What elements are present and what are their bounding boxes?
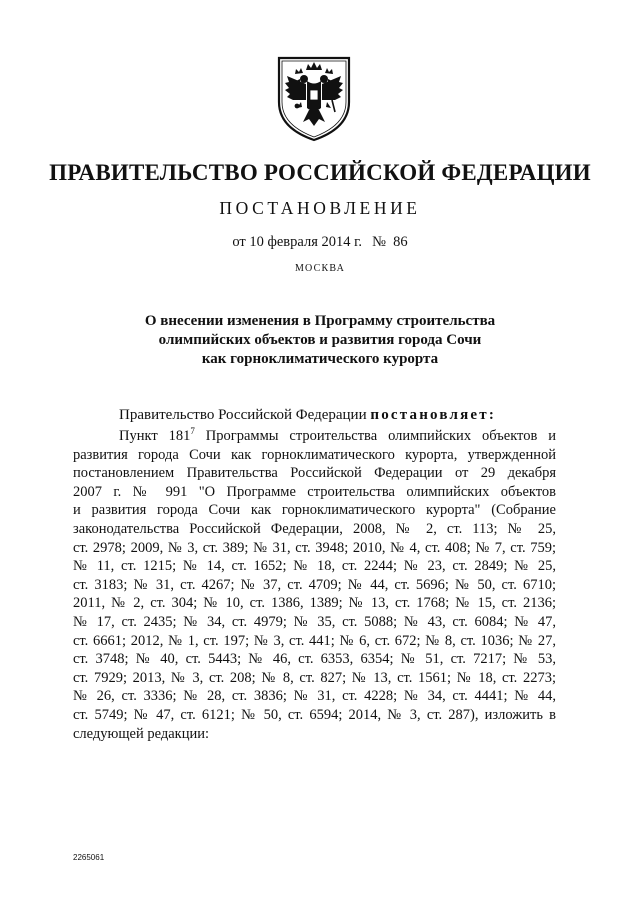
body-first-prefix: Пункт 181 xyxy=(119,428,191,444)
body-first-suffix: Программы строительства олимпийских объектов и xyxy=(194,428,556,444)
organization-title: ПРАВИТЕЛЬСТВО РОССИЙСКОЙ ФЕДЕРАЦИИ xyxy=(49,160,591,185)
body-line xyxy=(119,427,556,446)
document-date: от 10 февраля 2014 г. xyxy=(232,234,363,250)
body-line: постановлением Правительства Российской Федерации от 29 декабря xyxy=(73,465,556,482)
footer-document-code: 2265061 xyxy=(73,853,105,862)
body-superscript: 7 xyxy=(190,426,195,437)
document-type: ПОСТАНОВЛЕНИЕ xyxy=(219,198,421,218)
lead-text: Правительство Российской Федерации xyxy=(119,407,367,423)
body-line: развития города Сочи как горноклиматического курорта, утвержденной xyxy=(73,446,556,463)
subject-line: олимпийских объектов и развития города Сочи xyxy=(158,332,482,348)
body-line: следующей редакции: xyxy=(73,725,210,742)
body-line: ст. 2978; 2009, № 3, ст. 389; № 31, ст. 3948; 2010, № 4, ст. 408; № 7, ст. 759; xyxy=(73,539,556,556)
body-line: № 26, ст. 3336; № 28, ст. 3836; № 31, ст. 4228; № 34, ст. 4441; № 44, xyxy=(73,688,556,705)
body-line: № 11, ст. 1215; № 14, ст. 1652; № 18, ст. 2244; № 23, ст. 2849; № 25, xyxy=(73,558,556,575)
body-line: законодательства Российской Федерации, 2008, № 2, ст. 113; № 25, xyxy=(73,520,556,537)
body-line: и развития города Сочи как горноклиматического курорта" (Собрание xyxy=(73,502,556,519)
city: МОСКВА xyxy=(294,263,346,274)
lead-action: постановляет: xyxy=(370,407,497,423)
lead-sentence xyxy=(119,407,496,424)
body-line: ст. 6661; 2012, № 1, ст. 197; № 3, ст. 441; № 6, ст. 672; № 8, ст. 1036; № 27, xyxy=(73,632,556,649)
body-line: 2007 г. № 991 "О Программе строительства олимпийских объектов xyxy=(73,483,556,500)
subject-line: как горноклиматического курорта xyxy=(201,351,439,367)
document-number: 86 xyxy=(393,234,408,250)
number-sign: № xyxy=(372,234,386,250)
subject-line: О внесении изменения в Программу строительства xyxy=(144,313,496,329)
coat-of-arms-icon xyxy=(273,50,355,142)
body-paragraph xyxy=(73,427,556,743)
date-line xyxy=(0,234,640,251)
body-line: ст. 7929; 2013, № 3, ст. 208; № 8, ст. 827; № 13, ст. 1561; № 18, ст. 2273; xyxy=(73,669,556,686)
body-line: ст. 3183; № 31, ст. 4267; № 37, ст. 4709; № 44, ст. 5696; № 50, ст. 6710; xyxy=(73,576,556,593)
document-subject xyxy=(110,312,530,369)
body-line: ст. 5749; № 47, ст. 6121; № 50, ст. 6594; 2014, № 3, ст. 287), изложить в xyxy=(73,706,556,723)
body-line: 2011, № 2, ст. 304; № 10, ст. 1386, 1389; № 13, ст. 1768; № 15, ст. 2136; xyxy=(73,595,556,612)
body-line: № 17, ст. 2435; № 34, ст. 4979; № 35, ст. 5088; № 43, ст. 6084; № 47, xyxy=(73,613,556,630)
body-line: ст. 3748; № 40, ст. 5443; № 46, ст. 6353, 6354; № 51, ст. 7217; № 53, xyxy=(73,651,556,668)
